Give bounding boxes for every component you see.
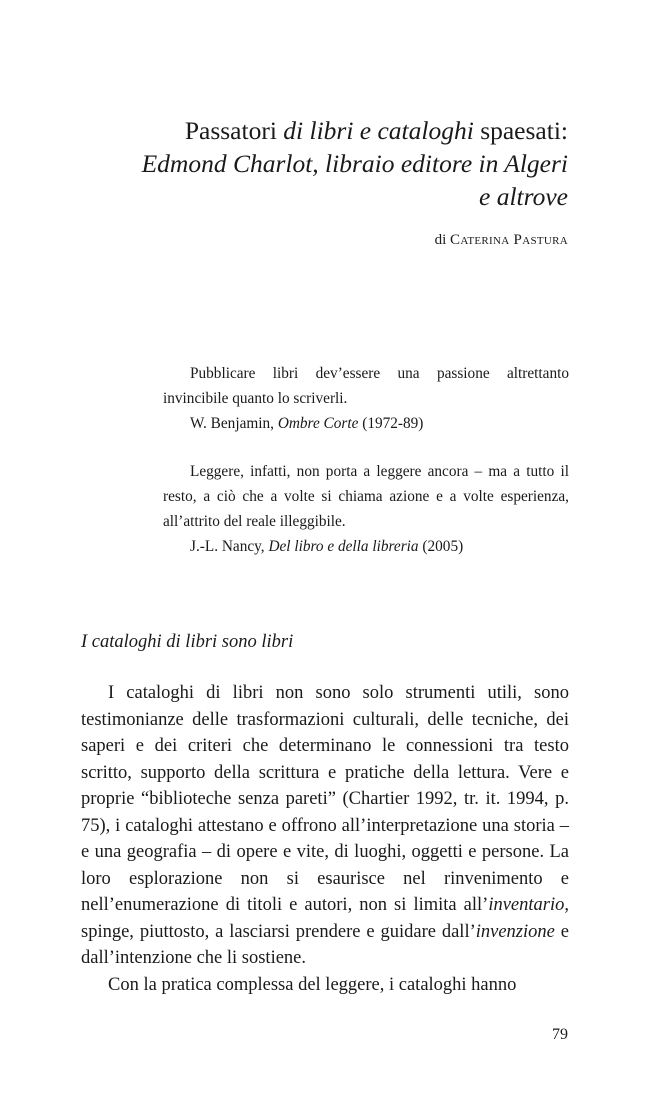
body-text — [81, 680, 569, 998]
title-line-2: Edmond Charlot, libraio editore in Algeri — [141, 149, 568, 178]
title-line-3: e altrove — [479, 182, 568, 211]
epigraph-nancy — [163, 459, 569, 559]
author-name: Caterina Pastura — [450, 232, 568, 248]
paragraph: I cataloghi di libri non sono solo strumenti utili, sono testimonianze delle trasformazioni culturali, delle tecniche, dei saperi e dei criteri che determinano le connessioni tra testo scritto, supporto della scrittura e pratiche della lettura. Vere e proprie “biblioteche senza pareti” (Chartier 1992, tr. it. 1994, p. 75), i cataloghi attestano e offrono all’interpretazione una storia – e una geografia – di opere e vite, di luoghi, oggetti e persone. La loro esplorazione non si esaurisce nel rinvenimento e nell’enumerazione di titoli e autori, non si limita all’inventario, spinge, piuttosto, a lasciarsi prendere e guidare dall’invenzione e dall’intenzione che li sostiene. — [81, 683, 569, 968]
epigraph-benjamin — [163, 361, 569, 436]
epigraph-source: J.-L. Nancy, Del libro e della libreria (2005) — [190, 538, 464, 555]
paragraph: Con la pratica complessa del leggere, i cataloghi hanno — [108, 974, 517, 995]
author-byline: di Caterina Pastura — [434, 232, 568, 248]
epigraph-quote: Leggere, infatti, non porta a leggere ancora – ma a tutto il resto, a ciò che a volte si chiama azione e a volte esperienza, all’attrito del reale illeggibile. — [163, 463, 569, 530]
epigraph-source: W. Benjamin, Ombre Corte (1972-89) — [190, 415, 424, 432]
page-number: 79 — [552, 1026, 568, 1043]
section-heading: I cataloghi di libri sono libri — [81, 632, 294, 652]
article-title — [68, 114, 568, 213]
epigraph-quote: Pubblicare libri dev’essere una passione altrettanto invincibile quanto lo scriverli. — [163, 365, 569, 407]
title-line-1: Passatori di libri e cataloghi spaesati: — [184, 116, 568, 145]
